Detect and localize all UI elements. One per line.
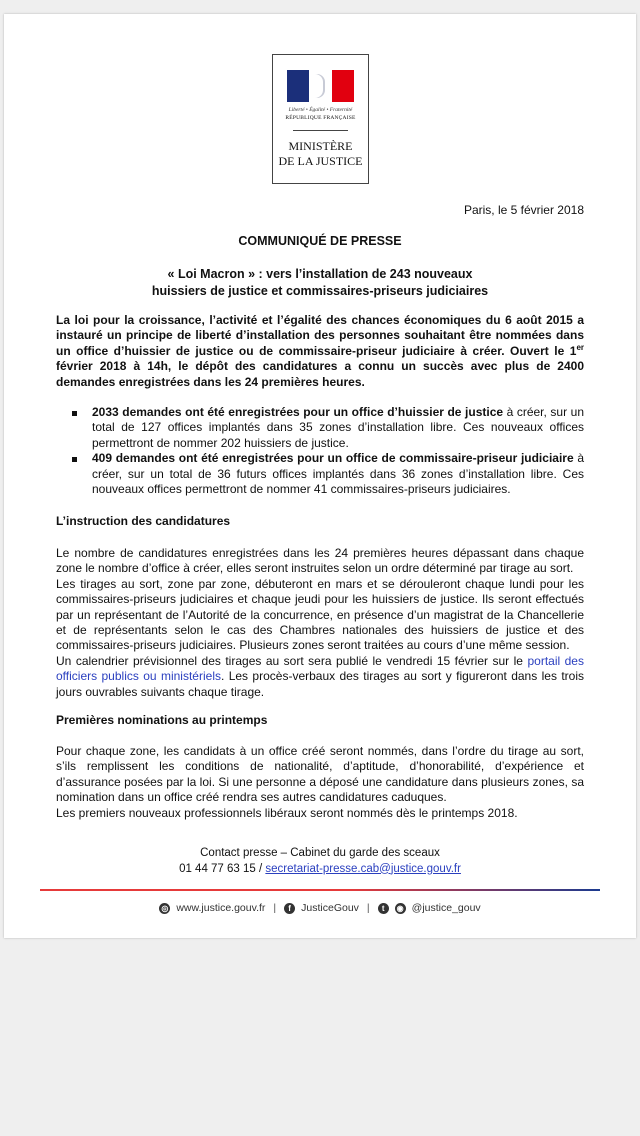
logo-motto: Liberté • Égalité • Fraternité [288,107,353,113]
document-title [0,266,640,300]
contact-email-link[interactable]: secretariat-presse.cab@justice.gouv.fr [265,862,461,875]
footer-facebook[interactable]: f JusticeGouv [284,902,359,914]
logo-ministry [277,139,364,169]
list-item: 409 demandes ont été enregistrées pour un office de commissaire-priseur judiciaire à créer, sur un total de 36 futurs offices implantés dans 36 zones d’installation libre. Ces nouveaux offices permettront de nommer 41 commissaires-priseurs judiciaires. [56,451,584,497]
logo-divider [293,130,348,131]
ministry-line2: DE LA JUSTICE [278,154,363,168]
section1-body [56,546,584,700]
instagram-icon: ◉ [395,903,406,914]
section-heading-candidatures: L’instruction des candidatures [56,514,231,528]
contact-title: Contact presse – Cabinet du garde des sceaux [200,847,440,859]
footer-separator: | [366,902,370,914]
logo-republic: RÉPUBLIQUE FRANÇAISE [285,115,356,121]
press-contact [0,846,640,877]
ministry-line1: MINISTÈRE [288,139,353,153]
footer [0,902,640,914]
contact-details: 01 44 77 63 15 / secretariat-presse.cab@justice.gouv.fr [179,862,461,875]
document-date: Paris, le 5 février 2018 [463,203,584,217]
section2-paragraph: Les premiers nouveaux professionnels libéraux seront nommés dès le printemps 2018. [56,805,518,820]
footer-twitter[interactable]: t ◉ @justice_gouv [378,902,481,914]
list-item: 2033 demandes ont été enregistrées pour un office d’huissier de justice à créer, sur un total de 127 offices implantés dans 35 zones d’installation libre. Ces nouveaux offices permettront de nommer 202 huissiers de justice. [56,405,584,451]
bullet-icon [72,411,77,416]
portal-link[interactable]: portail des officiers publics ou ministériels [56,653,584,684]
section1-paragraph: Un calendrier prévisionnel des tirages au sort sera publié le vendredi 15 février sur le portail des officiers publics ou ministériels. Les procès-verbaux des tirages au sort y figureront dans les trois jours ouvrables suivants chaque tirage. [56,653,584,699]
section2-paragraph: Pour chaque zone, les candidats à un office créé seront nommés, dans l’ordre du tirage au sort, s’ils remplissent les conditions de nationalité, d’aptitude, d’honorabilité, d’expérience et d’assurance posées par la loi. Si une personne a déposé une candidature dans plusieurs zones, sa nomination dans un office créé rendra ses autres candidatures caduques. [56,744,584,805]
section1-paragraph: Les tirages au sort, zone par zone, débuteront en mars et se dérouleront chaque lundi pour les commissaires-priseurs judiciaires et chaque jeudi pour les huissiers de justice. Ils seront effectués par un représentant de l’Autorité de la concurrence, en présence d’un magistrat de la Chancellerie et de représentants selon le cas des Chambres nationales des huissiers de justice et des commissaires-priseurs judiciaires. Plusieurs zones seront traitées au cours d’une même session. [56,576,584,653]
bullet-list [56,405,584,497]
footer-divider [40,889,600,891]
marianne-flag-icon [287,70,354,102]
section2-body [56,744,584,821]
document-type: COMMUNIQUÉ DE PRESSE [238,234,402,248]
twitter-icon: t [378,903,389,914]
title-line2: huissiers de justice et commissaires-priseurs judiciaires [151,284,489,298]
bullet-icon [72,457,77,462]
intro-paragraph: La loi pour la croissance, l’activité et l’égalité des chances économiques du 6 août 2015 a instauré un principe de liberté d’installation des personnes souhaitant être nommées dans un office d’huissier de justice ou de commissaire-priseur judiciaire à créer. Ouvert le 1er février 2018 à 14h, le dépôt des candidatures a connu un succès avec plus de 2400 demandes enregistrées dans les 24 premières heures. [56,313,584,389]
section1-paragraph: Le nombre de candidatures enregistrées dans les 24 premières heures dépassant dans chaque zone le nombre d’office à créer, elles seront instruites selon un ordre déterminé par tirage au sort. [56,546,584,576]
facebook-icon: f [284,903,295,914]
title-line1: « Loi Macron » : vers l’installation de 243 nouveaux [167,267,473,281]
section-heading-nominations: Premières nominations au printemps [56,713,268,727]
footer-separator: | [273,902,277,914]
globe-icon: ◎ [159,903,170,914]
ministry-logo [272,54,369,184]
footer-website[interactable]: ◎ www.justice.gouv.fr [161,902,266,914]
